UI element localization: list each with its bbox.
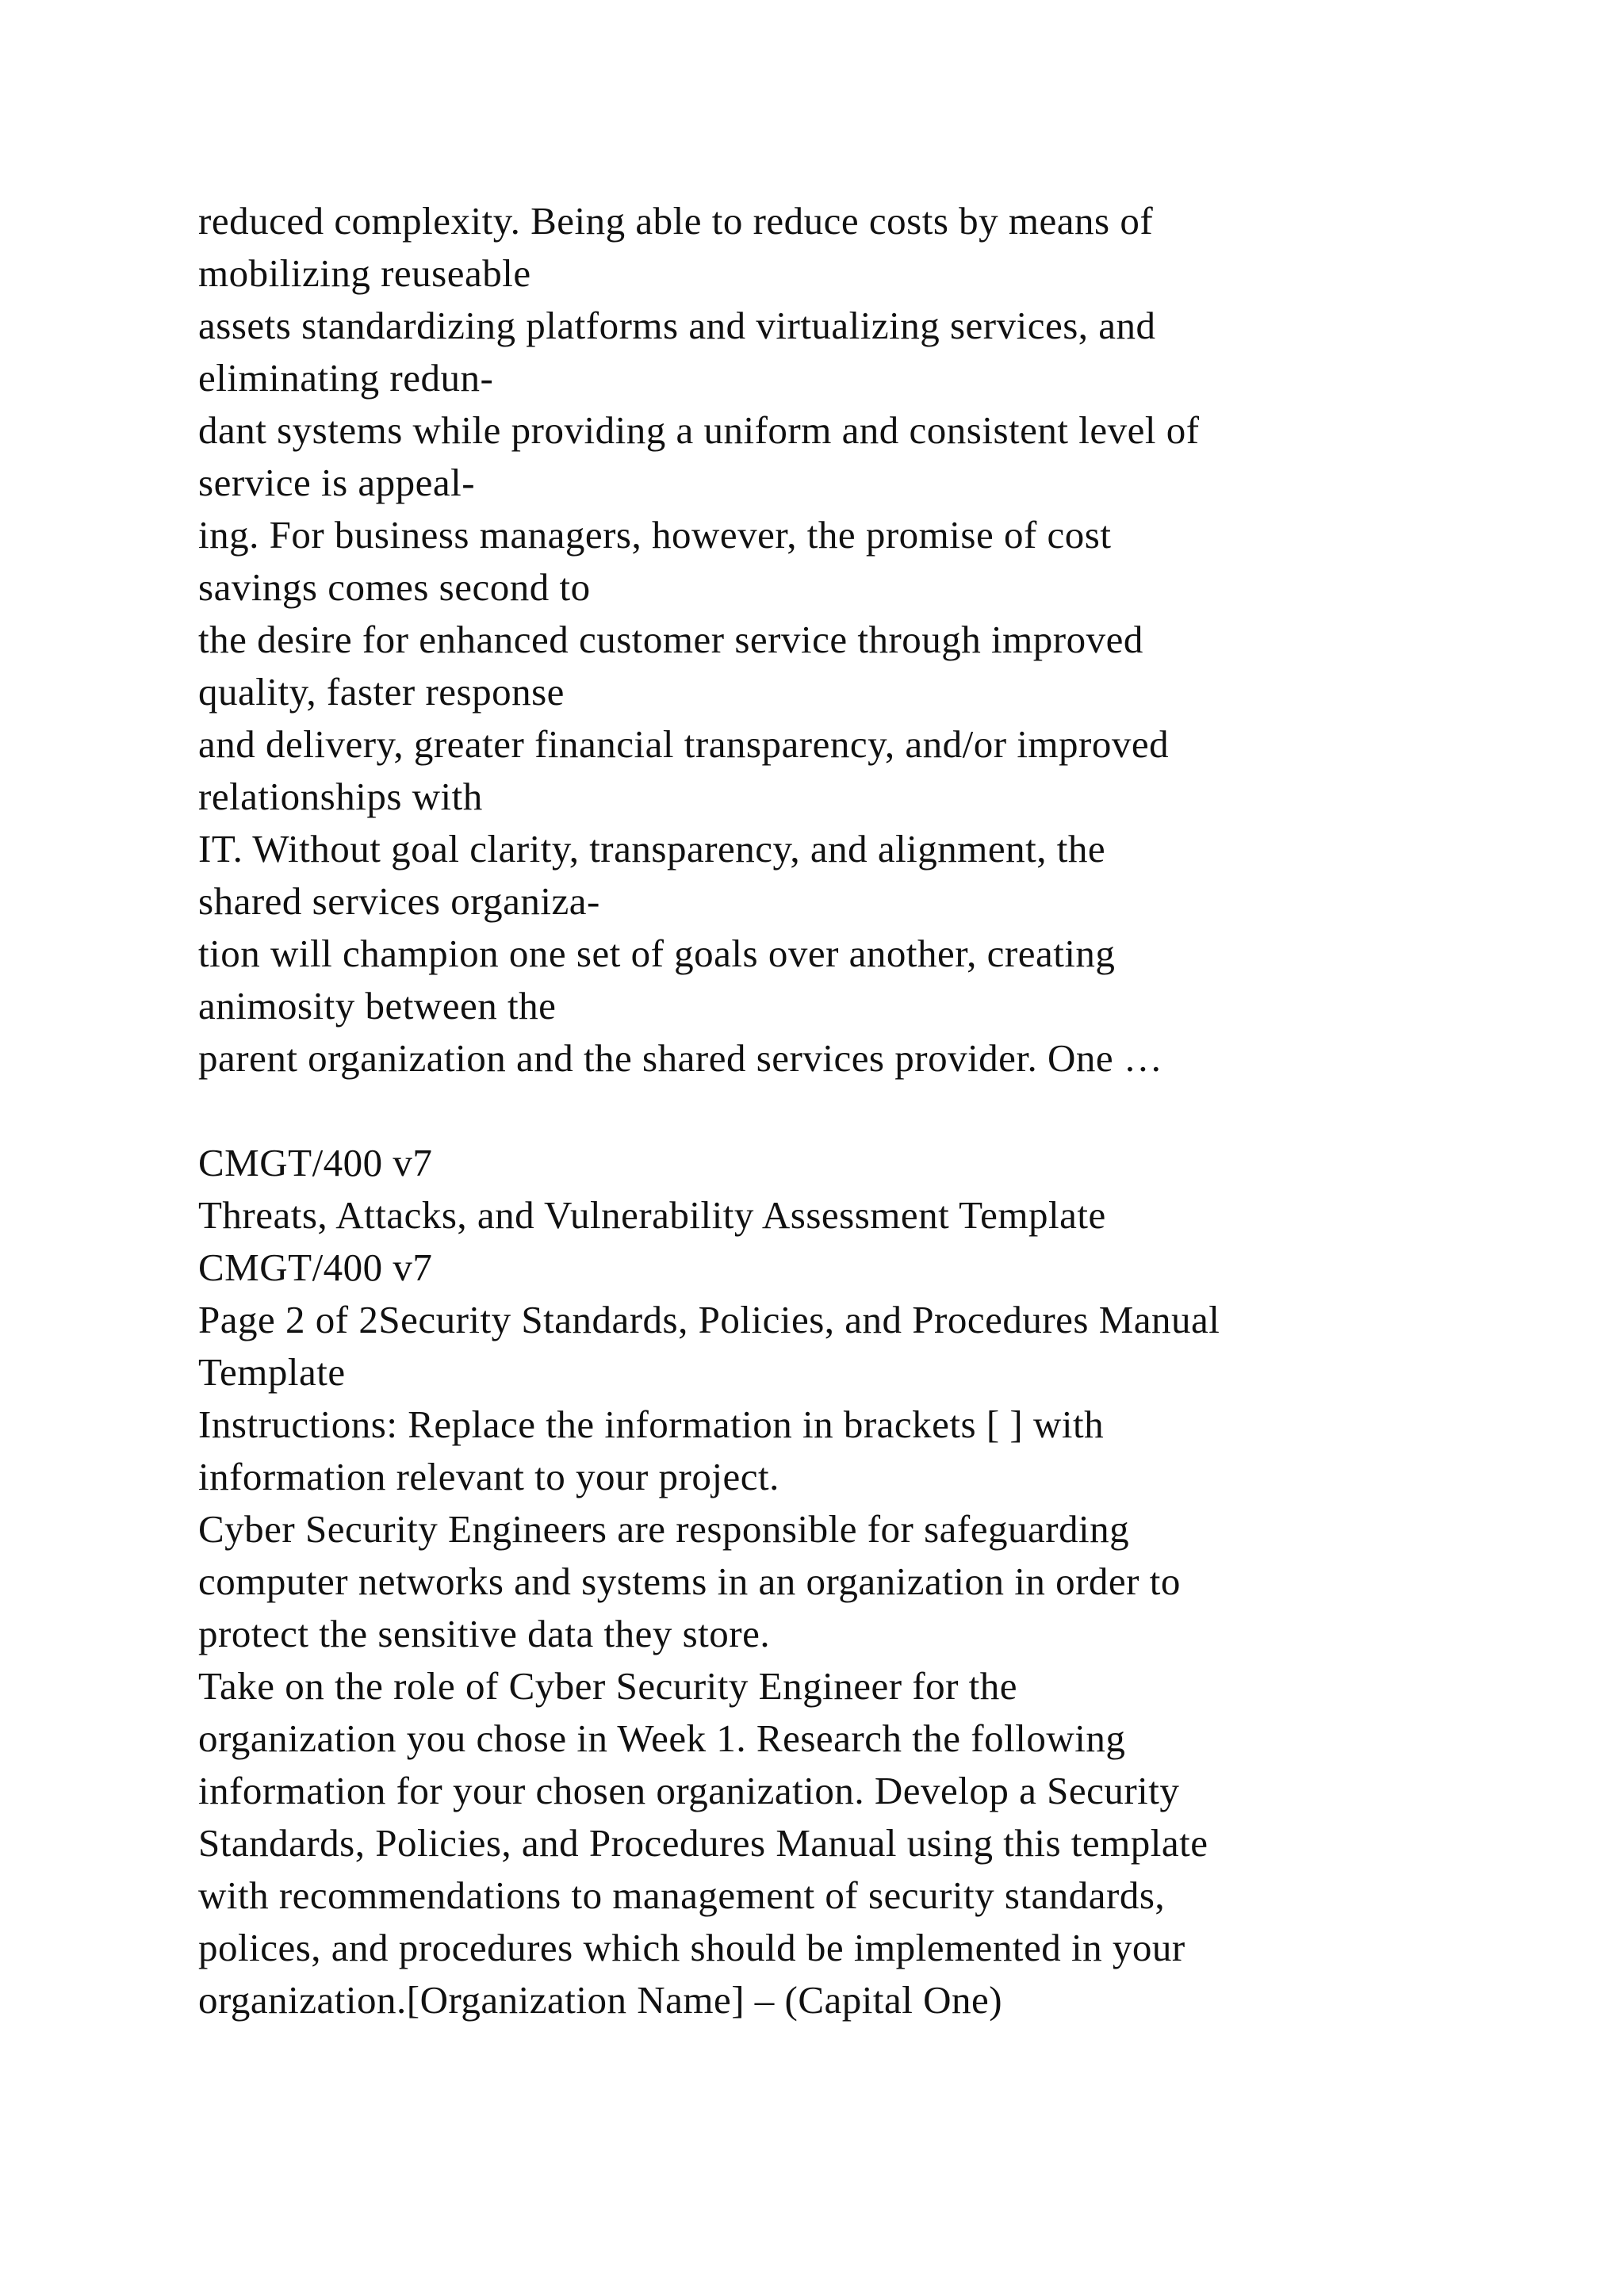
- page-indicator-title: Page 2 of 2Security Standards, Policies, and Procedures Manual: [198, 1298, 1220, 1341]
- course-code: CMGT/400 v7: [198, 1246, 433, 1289]
- excerpt-line: service is appeal-: [198, 461, 476, 504]
- body-line: protect the sensitive data they store.: [198, 1612, 771, 1655]
- template-section: [198, 1137, 1546, 2026]
- excerpt-line: mobilizing reuseable: [198, 251, 531, 295]
- section-gap: [198, 1085, 1546, 1137]
- excerpt-line: ing. For business managers, however, the promise of cost: [198, 513, 1112, 557]
- body-line: organization you chose in Week 1. Research the following: [198, 1716, 1126, 1760]
- excerpt-line: eliminating redun-: [198, 356, 494, 400]
- excerpt-section: [198, 195, 1546, 1085]
- organization-name-line: organization.[Organization Name] – (Capital One): [198, 1978, 1003, 2022]
- excerpt-line: relationships with: [198, 775, 483, 818]
- document-text: [198, 195, 1546, 2026]
- excerpt-line: tion will champion one set of goals over another, creating: [198, 932, 1116, 975]
- excerpt-line: savings comes second to: [198, 565, 591, 609]
- body-line: Take on the role of Cyber Security Engineer for the: [198, 1664, 1018, 1708]
- course-code: CMGT/400 v7: [198, 1141, 433, 1184]
- excerpt-line: the desire for enhanced customer service through improved: [198, 618, 1143, 661]
- template-title: Threats, Attacks, and Vulnerability Assessment Template: [198, 1193, 1106, 1237]
- excerpt-line: shared services organiza-: [198, 879, 600, 923]
- excerpt-line: reduced complexity. Being able to reduce costs by means of: [198, 199, 1154, 243]
- body-line: computer networks and systems in an organization in order to: [198, 1559, 1181, 1603]
- body-line: polices, and procedures which should be implemented in your: [198, 1926, 1185, 1969]
- instructions-line: information relevant to your project.: [198, 1455, 779, 1498]
- body-line: Standards, Policies, and Procedures Manual using this template: [198, 1821, 1208, 1865]
- excerpt-line: assets standardizing platforms and virtualizing services, and: [198, 304, 1156, 347]
- excerpt-line: quality, faster response: [198, 670, 565, 714]
- template-line: Template: [198, 1350, 346, 1394]
- body-line: with recommendations to management of security standards,: [198, 1873, 1166, 1917]
- body-line: Cyber Security Engineers are responsible for safeguarding: [198, 1507, 1130, 1551]
- body-line: information for your chosen organization. Develop a Security: [198, 1769, 1180, 1812]
- excerpt-line: animosity between the: [198, 984, 557, 1027]
- excerpt-line: parent organization and the shared services provider. One …: [198, 1036, 1163, 1080]
- excerpt-line: and delivery, greater financial transparency, and/or improved: [198, 722, 1170, 766]
- excerpt-line: IT. Without goal clarity, transparency, and alignment, the: [198, 827, 1106, 871]
- instructions-line: Instructions: Replace the information in brackets [ ] with: [198, 1402, 1105, 1446]
- excerpt-line: dant systems while providing a uniform and consistent level of: [198, 408, 1200, 452]
